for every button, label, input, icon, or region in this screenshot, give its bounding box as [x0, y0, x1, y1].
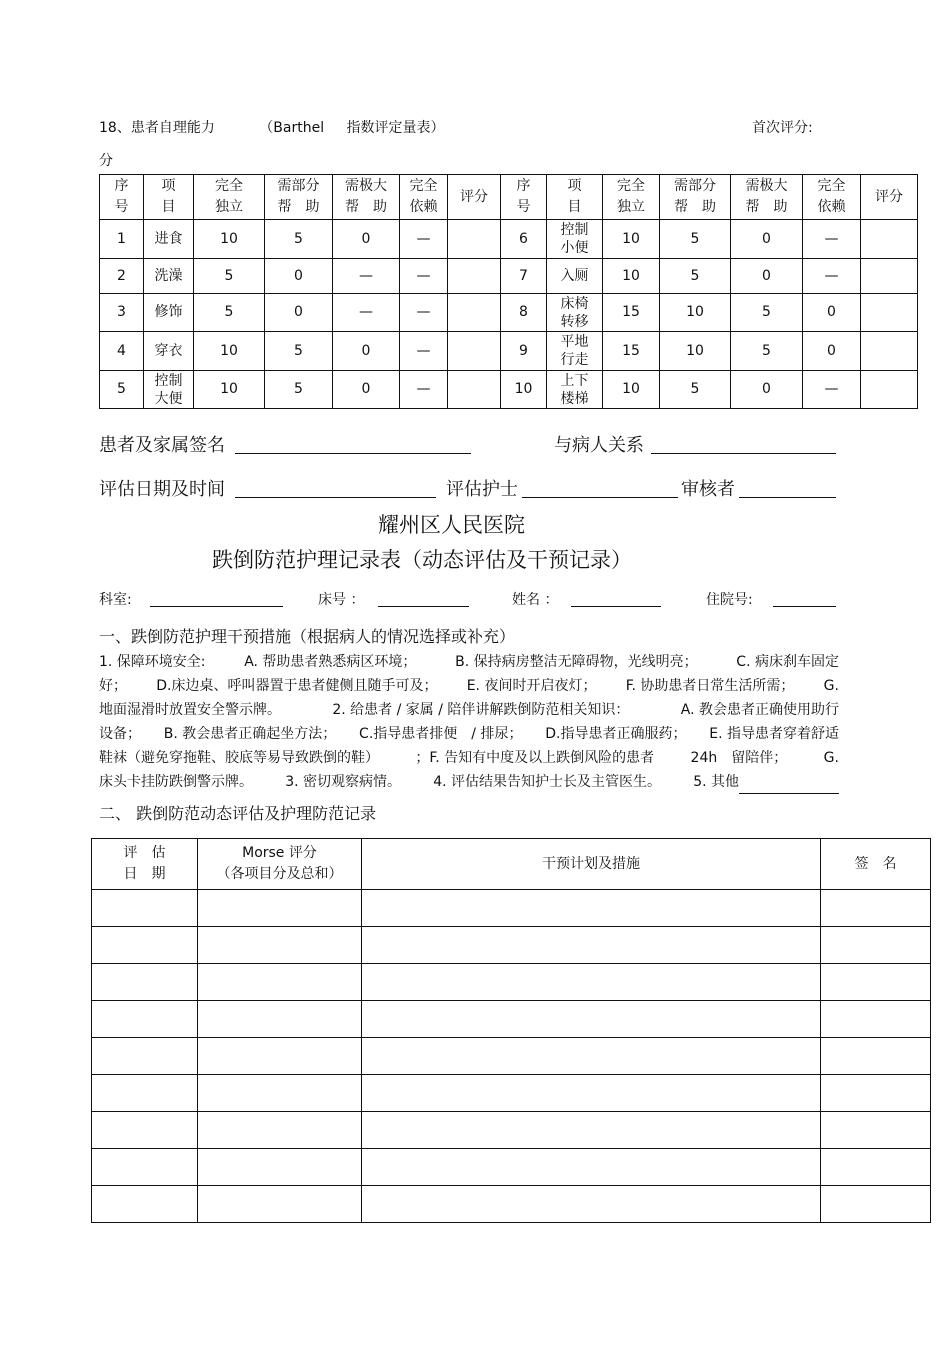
barthel-cell-independent: 10 — [603, 371, 660, 409]
barthel-cell-dependent: — — [400, 220, 448, 259]
barthel-cell-great: 0 — [731, 371, 803, 409]
intervention-plan-cell[interactable] — [362, 1149, 821, 1186]
barthel-cell-item: 修饰 — [144, 294, 194, 332]
barthel-title — [99, 117, 445, 137]
signature-cell[interactable] — [821, 1149, 931, 1186]
barthel-cell-dependent: — — [400, 332, 448, 371]
header-seq-2: 序 号 — [501, 175, 547, 220]
barthel-score-cell[interactable] — [861, 220, 918, 259]
barthel-cell-independent: 10 — [194, 332, 265, 371]
barthel-row — [100, 332, 918, 371]
eval-date-cell[interactable] — [92, 964, 198, 1001]
signature-cell[interactable] — [821, 927, 931, 964]
barthel-cell-independent: 10 — [194, 220, 265, 259]
score-unit: 分 — [99, 153, 113, 169]
reviewer-line[interactable] — [739, 497, 836, 498]
barthel-score-cell[interactable] — [448, 220, 501, 259]
section1-line-2: 好； D.床边桌、呼叫器置于患者健侧且随手可及； E. 夜间时开启夜灯； F. 协助患者日常生活所需； G. — [99, 678, 839, 694]
barthel-cell-item: 入厕 — [547, 259, 603, 294]
signature-cell[interactable] — [821, 1075, 931, 1112]
eval-date-cell[interactable] — [92, 1149, 198, 1186]
barthel-score-cell[interactable] — [448, 371, 501, 409]
barthel-cell-partial: 10 — [660, 332, 731, 371]
barthel-title-suffix: 指数评定量表） — [346, 120, 445, 136]
morse-record-row — [92, 1112, 931, 1149]
barthel-cell-great: 5 — [731, 332, 803, 371]
eval-datetime-line[interactable] — [235, 497, 436, 498]
reviewer-label: 审核者 — [681, 479, 735, 500]
morse-record-row — [92, 964, 931, 1001]
barthel-cell-item: 洗澡 — [144, 259, 194, 294]
header-partial: 需部分 帮 助 — [265, 175, 333, 220]
morse-record-row — [92, 890, 931, 927]
morse-record-row — [92, 1038, 931, 1075]
eval-date-cell[interactable] — [92, 1038, 198, 1075]
barthel-cell-seq: 4 — [100, 332, 144, 371]
barthel-score-cell[interactable] — [448, 332, 501, 371]
barthel-row — [100, 371, 918, 409]
barthel-cell-partial: 5 — [660, 220, 731, 259]
barthel-cell-seq: 8 — [501, 294, 547, 332]
barthel-cell-great: 0 — [333, 371, 400, 409]
barthel-cell-item: 平地 行走 — [547, 332, 603, 371]
intervention-plan-cell[interactable] — [362, 1038, 821, 1075]
eval-nurse-line[interactable] — [522, 497, 678, 498]
barthel-cell-dependent: — — [400, 371, 448, 409]
barthel-cell-great: 0 — [731, 259, 803, 294]
header-great-2: 需极大 帮 助 — [731, 175, 803, 220]
barthel-row — [100, 220, 918, 259]
barthel-cell-partial: 5 — [660, 259, 731, 294]
morse-header-row — [92, 839, 931, 890]
header-dependent: 完全 依赖 — [400, 175, 448, 220]
intervention-plan-cell[interactable] — [362, 1186, 821, 1223]
barthel-score-cell[interactable] — [861, 332, 918, 371]
morse-record-row — [92, 1075, 931, 1112]
morse-score-cell[interactable] — [198, 1186, 362, 1223]
morse-score-cell[interactable] — [198, 890, 362, 927]
barthel-cell-dependent: — — [803, 259, 861, 294]
barthel-cell-dependent: — — [400, 294, 448, 332]
morse-record-row — [92, 1186, 931, 1223]
barthel-cell-independent: 5 — [194, 294, 265, 332]
header-dependent-2: 完全 依赖 — [803, 175, 861, 220]
barthel-body — [100, 220, 918, 409]
eval-date-cell[interactable] — [92, 1075, 198, 1112]
barthel-header-row — [100, 175, 918, 220]
morse-record-row — [92, 1001, 931, 1038]
barthel-cell-item: 床椅 转移 — [547, 294, 603, 332]
barthel-cell-independent: 10 — [194, 371, 265, 409]
section1-line-5: 鞋袜（避免穿拖鞋、胶底等易导致跌倒的鞋） ；F. 告知有中度及以上跌倒风险的患者 24h 留陪伴； G. — [99, 750, 839, 766]
barthel-cell-seq: 3 — [100, 294, 144, 332]
header-item: 项 目 — [144, 175, 194, 220]
eval-date-cell[interactable] — [92, 1186, 198, 1223]
barthel-cell-seq: 2 — [100, 259, 144, 294]
barthel-score-cell[interactable] — [861, 294, 918, 332]
eval-date-cell[interactable] — [92, 1001, 198, 1038]
header-morse-score: Morse 评分 （各项目分及总和） — [198, 839, 362, 890]
barthel-cell-independent: 5 — [194, 259, 265, 294]
section1-line-1: 1. 保障环境安全: A. 帮助患者熟悉病区环境； B. 保持病房整洁无障碍物，光线明亮； C. 病床刹车固定 — [99, 654, 839, 670]
admission-label: 住院号: — [706, 592, 753, 608]
section1-line-3: 地面湿滑时放置安全警示牌。 2. 给患者 / 家属 / 陪伴讲解跌倒防范相关知识： A. 教会患者正确使用助行 — [99, 702, 839, 718]
barthel-title-name: （Barthel — [259, 120, 325, 136]
morse-record-row — [92, 927, 931, 964]
barthel-cell-independent: 10 — [603, 220, 660, 259]
intervention-plan-cell[interactable] — [362, 1112, 821, 1149]
barthel-score-cell[interactable] — [448, 259, 501, 294]
barthel-table — [99, 174, 918, 409]
bed-field[interactable] — [378, 606, 469, 607]
barthel-cell-partial: 0 — [265, 294, 333, 332]
header-score: 评分 — [448, 175, 501, 220]
header-seq: 序 号 — [100, 175, 144, 220]
intervention-plan-cell[interactable] — [362, 1075, 821, 1112]
barthel-cell-partial: 0 — [265, 259, 333, 294]
header-partial-2: 需部分 帮 助 — [660, 175, 731, 220]
department-field[interactable] — [150, 606, 283, 607]
barthel-cell-dependent: 0 — [803, 332, 861, 371]
barthel-cell-partial: 5 — [265, 371, 333, 409]
admission-field[interactable] — [773, 606, 836, 607]
morse-record-table — [91, 838, 931, 1223]
eval-date-cell[interactable] — [92, 890, 198, 927]
morse-score-cell[interactable] — [198, 1038, 362, 1075]
intervention-plan-cell[interactable] — [362, 890, 821, 927]
header-independent-2: 完全 独立 — [603, 175, 660, 220]
barthel-cell-partial: 5 — [660, 371, 731, 409]
intervention-plan-cell[interactable] — [362, 964, 821, 1001]
barthel-cell-great: — — [333, 259, 400, 294]
section2-heading: 二、 跌倒防范动态评估及护理防范记录 — [99, 804, 377, 823]
header-great: 需极大 帮 助 — [333, 175, 400, 220]
bed-label: 床号 ： — [318, 592, 365, 608]
barthel-cell-seq: 7 — [501, 259, 547, 294]
hospital-name: 耀州区人民医院 — [378, 513, 525, 537]
barthel-cell-dependent: — — [803, 220, 861, 259]
barthel-cell-partial: 10 — [660, 294, 731, 332]
barthel-cell-great: — — [333, 294, 400, 332]
barthel-score-cell[interactable] — [861, 371, 918, 409]
barthel-cell-seq: 10 — [501, 371, 547, 409]
barthel-cell-independent: 15 — [603, 332, 660, 371]
section1-heading: 一、跌倒防范护理干预措施（根据病人的情况选择或补充） — [99, 627, 516, 646]
morse-score-cell[interactable] — [198, 1001, 362, 1038]
barthel-cell-independent: 15 — [603, 294, 660, 332]
barthel-cell-seq: 6 — [501, 220, 547, 259]
form-title: 跌倒防范护理记录表（动态评估及干预记录） — [212, 548, 632, 572]
morse-score-cell[interactable] — [198, 1075, 362, 1112]
barthel-row — [100, 294, 918, 332]
barthel-cell-seq: 9 — [501, 332, 547, 371]
signature-cell[interactable] — [821, 890, 931, 927]
eval-datetime-label: 评估日期及时间 — [99, 479, 225, 500]
department-label: 科室: — [99, 592, 132, 608]
barthel-cell-dependent: — — [400, 259, 448, 294]
barthel-cell-item: 上下 楼梯 — [547, 371, 603, 409]
patient-family-signature-line[interactable] — [235, 453, 471, 454]
morse-body — [92, 890, 931, 1223]
barthel-cell-great: 0 — [333, 220, 400, 259]
morse-score-cell[interactable] — [198, 1112, 362, 1149]
morse-score-cell[interactable] — [198, 1149, 362, 1186]
signature-cell[interactable] — [821, 964, 931, 1001]
intervention-plan-cell[interactable] — [362, 927, 821, 964]
barthel-cell-dependent: — — [803, 371, 861, 409]
relation-label: 与病人关系 — [554, 435, 644, 456]
relation-line[interactable] — [651, 453, 836, 454]
barthel-cell-partial: 5 — [265, 220, 333, 259]
signature-cell[interactable] — [821, 1001, 931, 1038]
barthel-cell-item: 进食 — [144, 220, 194, 259]
barthel-score-cell[interactable] — [448, 294, 501, 332]
signature-cell[interactable] — [821, 1186, 931, 1223]
morse-score-cell[interactable] — [198, 927, 362, 964]
name-field[interactable] — [571, 606, 661, 607]
barthel-cell-partial: 5 — [265, 332, 333, 371]
barthel-row — [100, 259, 918, 294]
eval-date-cell[interactable] — [92, 927, 198, 964]
morse-record-row — [92, 1149, 931, 1186]
barthel-cell-dependent: 0 — [803, 294, 861, 332]
barthel-cell-great: 0 — [333, 332, 400, 371]
section1-line-6: 床头卡挂防跌倒警示牌。 3. 密切观察病情。 4. 评估结果告知护士长及主管医生。 5. 其他 — [99, 770, 839, 794]
intervention-plan-cell[interactable] — [362, 1001, 821, 1038]
signature-cell[interactable] — [821, 1112, 931, 1149]
morse-score-cell[interactable] — [198, 964, 362, 1001]
barthel-cell-great: 5 — [731, 294, 803, 332]
section1-body — [99, 650, 839, 794]
barthel-cell-seq: 5 — [100, 371, 144, 409]
barthel-title-prefix: 18、患者自理能力 — [99, 120, 215, 136]
name-label: 姓名 ： — [512, 592, 559, 608]
header-score-2: 评分 — [861, 175, 918, 220]
header-eval-date: 评 估 日 期 — [92, 839, 198, 890]
section1-line-4: 设备； B. 教会患者正确起坐方法； C.指导患者排便 / 排尿； D.指导患者正确服药； E. 指导患者穿着舒适 — [99, 726, 839, 742]
header-signature: 签 名 — [821, 839, 931, 890]
header-independent: 完全 独立 — [194, 175, 265, 220]
eval-date-cell[interactable] — [92, 1112, 198, 1149]
eval-nurse-label: 评估护士 — [446, 479, 518, 500]
patient-family-label: 患者及家属签名 — [99, 435, 225, 456]
barthel-score-cell[interactable] — [861, 259, 918, 294]
signature-cell[interactable] — [821, 1038, 931, 1075]
barthel-cell-item: 控制 大便 — [144, 371, 194, 409]
barthel-cell-independent: 10 — [603, 259, 660, 294]
header-intervention-plan: 干预计划及措施 — [362, 839, 821, 890]
first-score-label: 首次评分: — [752, 120, 813, 136]
barthel-cell-seq: 1 — [100, 220, 144, 259]
other-measures-field[interactable] — [739, 777, 839, 794]
barthel-cell-item: 穿衣 — [144, 332, 194, 371]
header-item-2: 项 目 — [547, 175, 603, 220]
barthel-cell-great: 0 — [731, 220, 803, 259]
barthel-cell-item: 控制 小便 — [547, 220, 603, 259]
